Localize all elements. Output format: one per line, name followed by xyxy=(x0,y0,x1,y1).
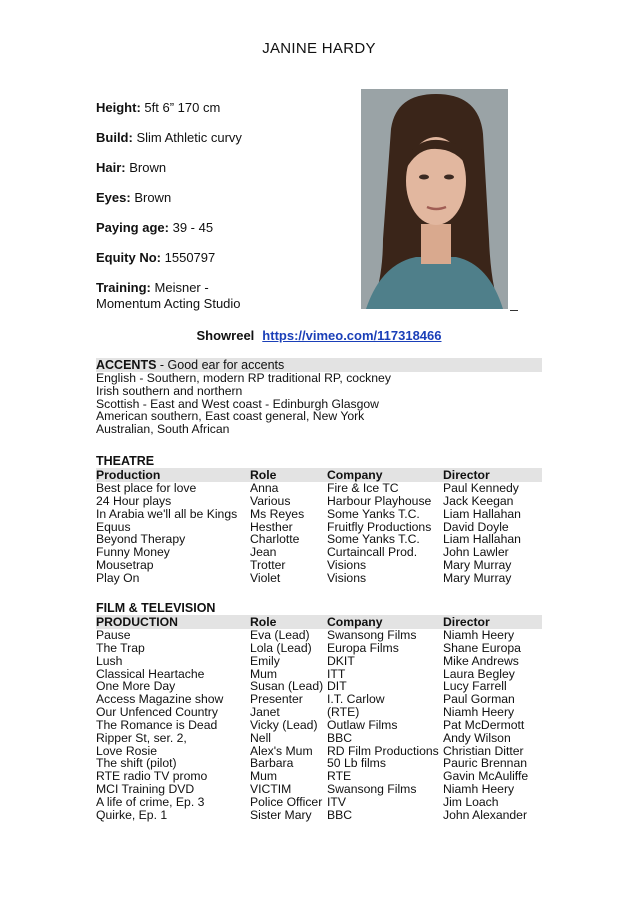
table-cell: Ms Reyes xyxy=(250,506,305,521)
column-header: Company xyxy=(327,468,383,482)
table-cell: Visions xyxy=(327,570,367,585)
attr-value: Brown xyxy=(129,160,167,175)
column-header: PRODUCTION xyxy=(96,615,178,629)
table-row xyxy=(96,508,542,521)
attr-playing-age xyxy=(96,220,351,236)
table-cell: ITV xyxy=(327,794,346,809)
table-cell: Jean xyxy=(250,545,277,560)
table-cell: Police Officer xyxy=(250,794,323,809)
column-header: Production xyxy=(96,468,161,482)
table-cell: Vicky (Lead) xyxy=(250,717,318,732)
table-cell: Mary Murray xyxy=(443,558,512,573)
table-cell: Mary Murray xyxy=(443,570,512,585)
table-cell: Niamh Heery xyxy=(443,782,515,797)
table-cell: BBC xyxy=(327,730,353,745)
attr-label: Equity No: xyxy=(96,250,161,265)
table-cell: Lush xyxy=(96,653,123,668)
attr-label: Height: xyxy=(96,100,141,115)
table-cell: ITT xyxy=(327,666,346,681)
table-row xyxy=(96,559,542,572)
table-cell: Liam Hallahan xyxy=(443,532,521,547)
column-header: Director xyxy=(443,468,490,482)
table-cell: Eva (Lead) xyxy=(250,628,310,642)
table-cell: Classical Heartache xyxy=(96,666,205,681)
table-cell: Equus xyxy=(96,519,131,534)
accent-line: English - Southern, modern RP traditional RP, cockney xyxy=(96,371,391,385)
attr-eyes xyxy=(96,190,351,206)
table-cell: Curtaincall Prod. xyxy=(327,545,418,560)
table-row xyxy=(96,809,542,822)
table-row xyxy=(96,495,542,508)
table-cell: Violet xyxy=(250,570,281,585)
table-cell: Andy Wilson xyxy=(443,730,511,745)
headshot-photo xyxy=(361,89,508,309)
attr-training xyxy=(96,280,246,312)
accent-line: Irish southern and northern xyxy=(96,383,243,398)
table-cell: Our Unfenced Country xyxy=(96,705,218,720)
showreel-link[interactable]: https://vimeo.com/117318466 xyxy=(262,328,442,343)
table-cell: Mum xyxy=(250,666,278,681)
table-cell: 50 Lb films xyxy=(327,756,386,771)
attr-label: Eyes: xyxy=(96,190,131,205)
table-cell: Lucy Farrell xyxy=(443,679,507,694)
table-cell: Niamh Heery xyxy=(443,705,515,720)
attr-label: Build: xyxy=(96,130,133,145)
table-row xyxy=(96,732,542,745)
table-cell: RD Film Productions xyxy=(327,743,439,758)
table-cell: Emily xyxy=(250,653,280,668)
table-cell: RTE xyxy=(327,769,352,784)
table-cell: I.T. Carlow xyxy=(327,692,385,707)
table-cell: Best place for love xyxy=(96,481,197,495)
attr-label: Paying age: xyxy=(96,220,169,235)
table-cell: John Alexander xyxy=(443,807,528,822)
table-cell: John Lawler xyxy=(443,545,509,560)
table-cell: Some Yanks T.C. xyxy=(327,532,420,547)
table-row xyxy=(96,572,542,585)
table-cell: Gavin McAuliffe xyxy=(443,769,529,784)
table-cell: Play On xyxy=(96,570,140,585)
attr-value: 39 - 45 xyxy=(172,220,214,235)
table-cell: Mousetrap xyxy=(96,558,154,573)
column-header: Role xyxy=(250,468,277,482)
table-cell: The Romance is Dead xyxy=(96,717,218,732)
table-cell: Barbara xyxy=(250,756,294,771)
table-cell: Hesther xyxy=(250,519,293,534)
table-cell: Mike Andrews xyxy=(443,653,519,668)
table-cell: Jack Keegan xyxy=(443,493,514,508)
table-cell: Beyond Therapy xyxy=(96,532,186,547)
table-row xyxy=(96,482,542,495)
section-title: ACCENTS xyxy=(96,358,157,372)
table-cell: Swansong Films xyxy=(327,782,417,797)
table-cell: Niamh Heery xyxy=(443,628,515,642)
film-section xyxy=(96,601,542,822)
table-cell: Laura Begley xyxy=(443,666,515,681)
table-cell: Ripper St, ser. 2, xyxy=(96,730,187,745)
table-cell: BBC xyxy=(327,807,353,822)
attr-build xyxy=(96,130,351,146)
attr-label: Training: xyxy=(96,280,151,295)
table-cell: Mum xyxy=(250,769,278,784)
table-cell: Outlaw Films xyxy=(327,717,398,732)
table-cell: 24 Hour plays xyxy=(96,493,172,508)
table-cell: DIT xyxy=(327,679,347,694)
attr-value: Brown xyxy=(134,190,172,205)
attr-value: Meisner - Momentum Acting Studio xyxy=(96,280,241,311)
table-cell: Pauric Brennan xyxy=(443,756,528,771)
attr-height xyxy=(96,100,351,116)
attr-hair xyxy=(96,160,351,176)
table-cell: Love Rosie xyxy=(96,743,157,758)
table-cell: Sister Mary xyxy=(250,807,312,822)
table-cell: David Doyle xyxy=(443,519,509,534)
table-cell: Quirke, Ep. 1 xyxy=(96,807,168,822)
table-cell: Anna xyxy=(250,481,279,495)
table-cell: Europa Films xyxy=(327,640,399,655)
personal-attributes xyxy=(96,100,351,326)
theatre-section xyxy=(96,454,542,585)
table-cell: Jim Loach xyxy=(443,794,499,809)
section-title: FILM & TELEVISION xyxy=(96,601,216,615)
table-cell: (RTE) xyxy=(327,705,360,720)
table-cell: Some Yanks T.C. xyxy=(327,506,420,521)
table-cell: Swansong Films xyxy=(327,628,417,642)
table-header-row xyxy=(96,468,542,482)
column-header: Role xyxy=(250,615,277,629)
table-cell: One More Day xyxy=(96,679,176,694)
table-header-row xyxy=(96,615,542,629)
table-cell: VICTIM xyxy=(250,782,292,797)
column-header: Director xyxy=(443,615,490,629)
table-row xyxy=(96,655,542,668)
table-cell: Access Magazine show xyxy=(96,692,224,707)
table-cell: The Trap xyxy=(96,640,145,655)
attr-value: 1550797 xyxy=(164,250,216,265)
table-cell: Shane Europa xyxy=(443,640,521,655)
table-cell: Lola (Lead) xyxy=(250,640,312,655)
page-title: JANINE HARDY xyxy=(262,40,376,57)
showreel-label: Showreel xyxy=(196,328,255,343)
table-cell: DKIT xyxy=(327,653,355,668)
table-cell: Nell xyxy=(250,730,271,745)
table-cell: Liam Hallahan xyxy=(443,506,521,521)
divider xyxy=(510,310,518,311)
table-cell: Paul Kennedy xyxy=(443,481,519,495)
table-row xyxy=(96,719,542,732)
accent-line: Scottish - East and West coast - Edinburgh Glasgow xyxy=(96,396,379,411)
accents-section xyxy=(96,358,542,436)
attr-value: 5ft 6” 170 cm xyxy=(144,100,221,115)
table-cell: Funny Money xyxy=(96,545,170,560)
table-cell: Fruitfly Productions xyxy=(327,519,432,534)
accent-line: American southern, East coast general, New York xyxy=(96,409,365,424)
showreel xyxy=(0,328,638,343)
table-cell: Harbour Playhouse xyxy=(327,493,432,508)
attr-equity-no xyxy=(96,250,351,266)
table-cell: Susan (Lead) xyxy=(250,679,324,694)
table-cell: Visions xyxy=(327,558,367,573)
theatre-table xyxy=(96,468,542,585)
table-cell: The shift (pilot) xyxy=(96,756,177,771)
attr-value: Slim Athletic curvy xyxy=(136,130,242,145)
table-cell: Presenter xyxy=(250,692,303,707)
table-row xyxy=(96,706,542,719)
accents-header xyxy=(96,358,542,372)
table-cell: MCI Training DVD xyxy=(96,782,195,797)
section-title: THEATRE xyxy=(96,454,155,468)
table-cell: Fire & Ice TC xyxy=(327,481,399,495)
accents-note: - Good ear for accents xyxy=(156,358,285,372)
table-cell: Trotter xyxy=(250,558,286,573)
table-cell: Christian Ditter xyxy=(443,743,524,758)
table-row xyxy=(96,796,542,809)
accent-line: Australian, South African xyxy=(96,422,230,437)
attr-label: Hair: xyxy=(96,160,126,175)
table-cell: Janet xyxy=(250,705,280,720)
table-row xyxy=(96,629,542,642)
table-cell: Pause xyxy=(96,628,131,642)
table-cell: Paul Gorman xyxy=(443,692,515,707)
film-table xyxy=(96,615,542,822)
column-header: Company xyxy=(327,615,383,629)
table-cell: In Arabia we'll all be Kings xyxy=(96,506,238,521)
table-cell: A life of crime, Ep. 3 xyxy=(96,794,205,809)
table-cell: Alex's Mum xyxy=(250,743,313,758)
table-cell: Various xyxy=(250,493,291,508)
table-cell: Pat McDermott xyxy=(443,717,525,732)
table-cell: Charlotte xyxy=(250,532,300,547)
table-row xyxy=(96,642,542,655)
table-cell: RTE radio TV promo xyxy=(96,769,208,784)
